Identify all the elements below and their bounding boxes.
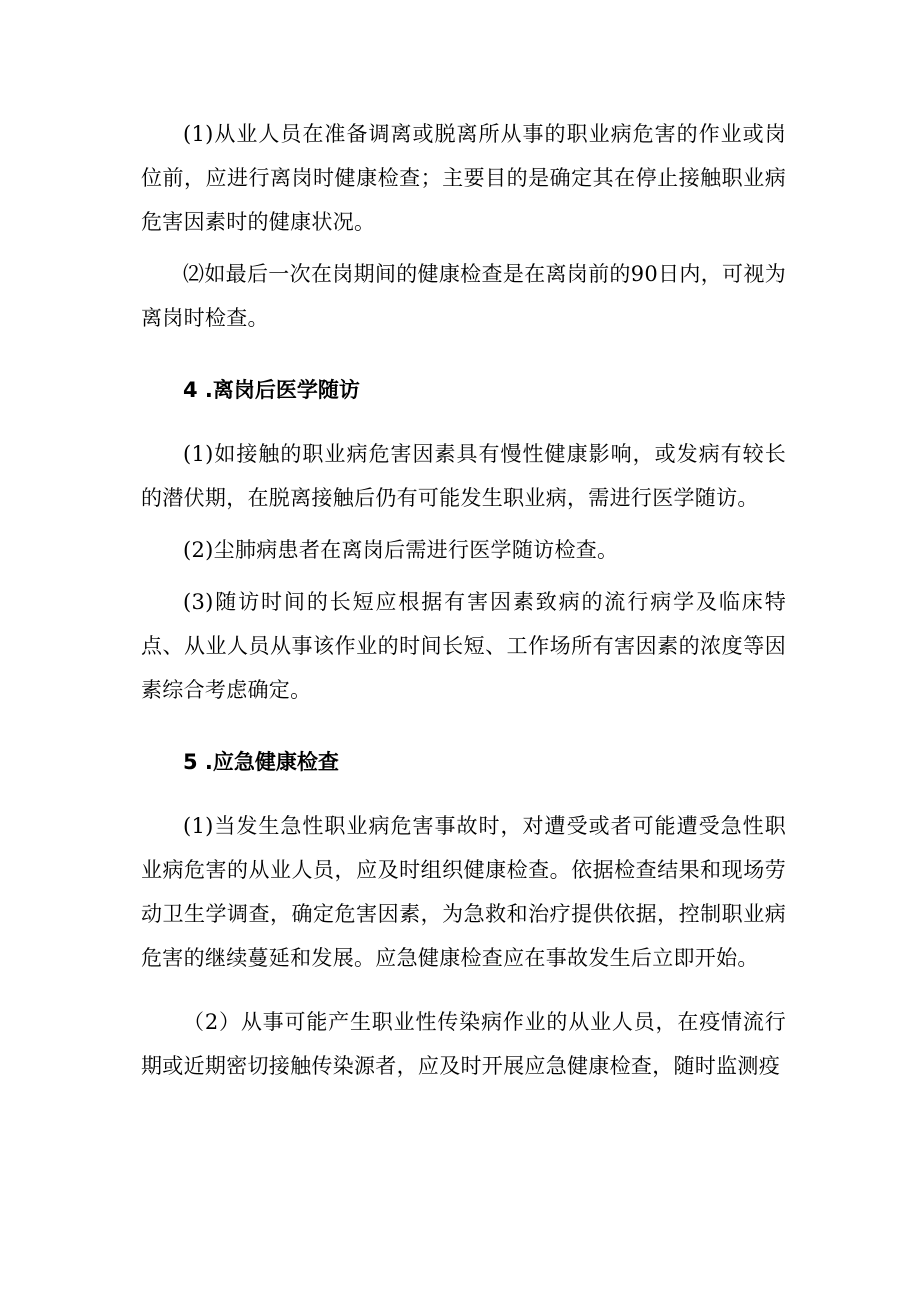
paragraph-chronic-followup: (1)如接触的职业病危害因素具有慢性健康影响，或发病有较长的潜伏期，在脱离接触后仍有可能发生职业病，需进行医学随访。 [141,442,786,510]
paragraph-infectious-disease-exam: （2）从事可能产生职业性传染病作业的从业人员，在疫情流行期或近期密切接触传染源者，应及时开展应急健康检查，随时监测疫 [141,1010,786,1078]
paragraph-last-exam-90-days: ⑵如最后一次在岗期间的健康检查是在离岗前的90日内，可视为离岗时检查。 [141,262,786,330]
paragraph-acute-accident-exam: (1)当发生急性职业病危害事故时，对遭受或者可能遭受急性职业病危害的从业人员，应及时组织健康检查。依据检查结果和现场劳动卫生学调查，确定危害因素，为急救和治疗提供依据，控制职业病危害的继续蔓延和发展。应急健康检查应在事故发生后立即开始。 [141,814,786,970]
paragraph-pneumoconiosis-followup: (2)尘肺病患者在离岗后需进行医学随访检查。 [183,538,619,562]
section-heading-post-departure-followup: 4 .离岗后医学随访 [183,378,360,402]
section-heading-emergency-exam: 5 .应急健康检查 [183,750,339,774]
paragraph-departure-exam: (1)从业人员在准备调离或脱离所从事的职业病危害的作业或岗位前，应进行离岗时健康检查；主要目的是确定其在停止接触职业病危害因素时的健康状况。 [141,122,786,234]
document-body [141,112,786,1088]
paragraph-followup-duration: (3)随访时间的长短应根据有害因素致病的流行病学及临床特点、从业人员从事该作业的时间长短、工作场所有害因素的浓度等因素综合考虑确定。 [141,590,786,702]
